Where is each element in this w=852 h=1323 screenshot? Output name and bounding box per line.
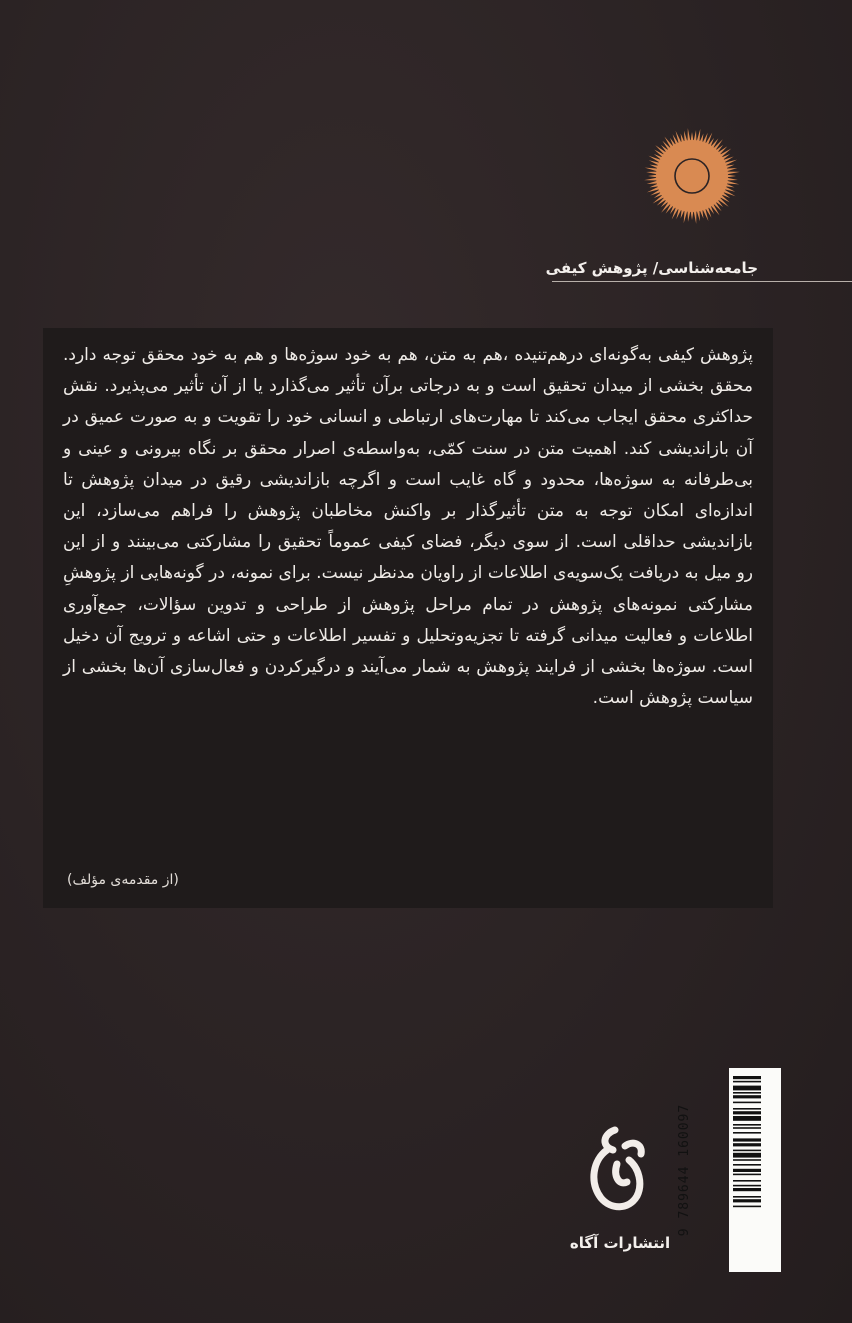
blurb-text: پژوهش کیفی به‌گونه‌ای درهم‌تنیده ،هم به متن، هم به خود سوژه‌ها و هم به خود محقق توجه دارد. محقق بخشی از میدان تحقیق است و به درجاتی برآن تأثیر می‌گذارد یا از آن تأثیر می‌پذیرد. نقش حداکثری محقق ایجاب می‌کند تا مهارت‌های ارتباطی و انسانی خود را تقویت و به صورت عمیق در آن بازاندیشی کند. اهمیت متن در سنت کمّی، به‌واسطه‌ی اصرار محقق بر نگاه بیرونی و عینی و بی‌طرفانه به سوژه‌ها، محدود و گاه غایب است و اگرچه بازاندیشی رقیق در میدان پژوهش تا اندازه‌ای امکان توجه به متن تأثیرگذار بر واکنش مخاطبان پژوهش را فراهم می‌سازد، این بازاندیشی حداقلی است. از سوی دیگر، فضای کیفی عموماً تحقیق را مشارکتی می‌بینند و از این رو میل به دریافت یک‌سویه‌ی اطلاعات از راویان مدنظر نیست. برای نمونه، در گونه‌هایی از پژوهشِ مشارکتی نمونه‌های پژوهش در تمام مراحل پژوهش از طراحی و تدوین سؤالات، جمع‌آوری اطلاعات و فعالیت میدانی گرفته تا تجزیه‌وتحلیل و تفسیر اطلاعات و حتی اشاعه و ترویج آن دخیل است. سوژه‌ها بخشی از فرایند پژوهش به شمار می‌آیند و درگیرکردن و فعال‌سازی آن‌ها بخشی از سیاست پژوهش است. <box>63 345 753 709</box>
barcode-bar <box>733 1081 761 1083</box>
barcode-bar <box>733 1092 761 1094</box>
barcode-bar <box>733 1143 761 1146</box>
barcode-bar <box>733 1076 761 1079</box>
blurb-panel <box>43 328 773 908</box>
blurb-source: (از مقدمه‌ی مؤلف) <box>67 872 179 888</box>
category-label: جامعه‌شناسی/ پژوهش کیفی <box>545 259 758 277</box>
barcode-bar <box>733 1127 761 1129</box>
category-divider <box>552 281 852 282</box>
barcode-bar <box>733 1102 761 1104</box>
barcode-bar <box>733 1185 761 1187</box>
barcode-bar <box>733 1111 761 1114</box>
publisher-name: انتشارات آگاه <box>569 1234 671 1252</box>
sun-emblem-icon <box>644 128 740 224</box>
publisher-logo-icon <box>563 1120 673 1230</box>
barcode-bar <box>733 1196 761 1198</box>
barcode-bar <box>733 1169 761 1172</box>
barcode-bar <box>733 1164 761 1166</box>
barcode-number: 9 789644 160097 <box>677 1103 692 1237</box>
barcode-bar <box>733 1108 761 1110</box>
barcode-bar <box>733 1174 761 1176</box>
barcode-bar <box>733 1086 761 1091</box>
barcode-bar <box>733 1159 761 1161</box>
isbn-barcode <box>677 1068 781 1272</box>
barcode-bar <box>733 1180 761 1182</box>
barcode-bar <box>733 1206 761 1208</box>
barcode-bar <box>733 1199 761 1202</box>
barcode-bar <box>733 1150 761 1152</box>
barcode-bar <box>733 1116 761 1121</box>
barcode-bar <box>733 1188 761 1191</box>
barcode-bar <box>733 1138 761 1141</box>
barcode-bar <box>733 1132 761 1134</box>
barcode-bar <box>733 1124 761 1126</box>
barcode-bar <box>733 1153 761 1158</box>
barcode-bar <box>733 1095 761 1098</box>
